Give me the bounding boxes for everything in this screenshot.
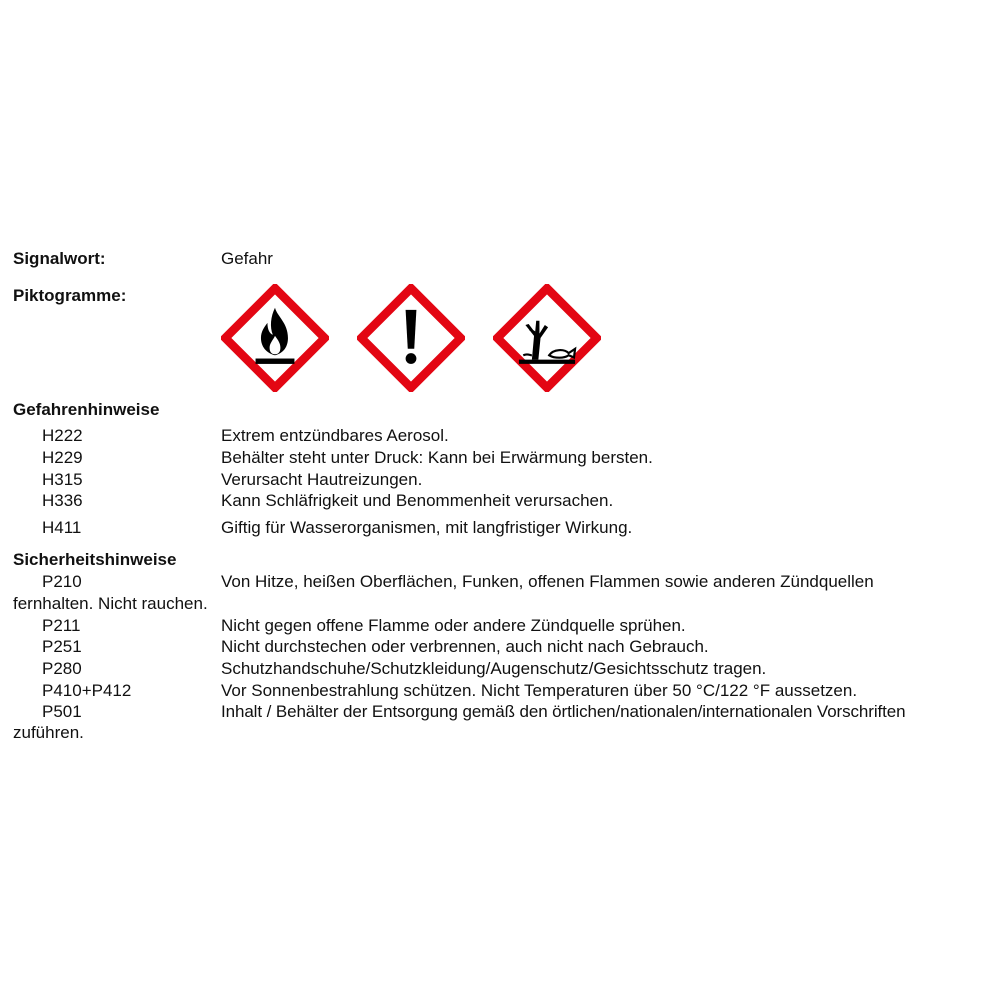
hazard-code: H315 (42, 470, 83, 489)
environment-icon (493, 284, 601, 392)
hazard-text: Extrem entzündbares Aerosol. (221, 426, 449, 445)
hazard-text: Verursacht Hautreizungen. (221, 470, 423, 489)
ghs07-pictogram (357, 284, 465, 392)
hazard-text: Behälter steht unter Druck: Kann bei Erwärmung bersten. (221, 448, 653, 467)
precaution-text: Vor Sonnenbestrahlung schützen. Nicht Temperaturen über 50 °C/122 °F aussetzen. (221, 681, 858, 700)
precaution-code: P251 (42, 637, 82, 656)
precautionary-statements-heading: Sicherheitshinweise (13, 550, 177, 569)
precaution-code: P280 (42, 659, 82, 678)
hazard-code: H411 (42, 518, 82, 537)
signal-word-value: Gefahr (221, 249, 273, 268)
precaution-code: P210 (42, 572, 82, 591)
precaution-code: P211 (42, 616, 81, 635)
precaution-code: P410+P412 (42, 681, 132, 700)
hazard-code: H336 (42, 491, 83, 510)
precaution-text: Von Hitze, heißen Oberflächen, Funken, offenen Flammen sowie anderen Zündquellen (221, 572, 874, 591)
precaution-text: Schutzhandschuhe/Schutzkleidung/Augenschutz/Gesichtsschutz tragen. (221, 659, 767, 678)
hazard-statements-heading: Gefahrenhinweise (13, 400, 160, 419)
hazard-code: H222 (42, 426, 83, 445)
signal-word-label: Signalwort: (13, 249, 106, 268)
exclamation-mark-icon (357, 284, 465, 392)
pictograms-label: Piktogramme: (13, 286, 127, 305)
precaution-text-continued: zuführen. (13, 723, 84, 742)
precaution-text: Inhalt / Behälter der Entsorgung gemäß den örtlichen/nationalen/internationalen Vorschriften (221, 702, 906, 721)
ghs02-pictogram (221, 284, 329, 392)
precaution-code: P501 (42, 702, 82, 721)
precaution-text: Nicht gegen offene Flamme oder andere Zündquelle sprühen. (221, 616, 686, 635)
hazard-code: H229 (42, 448, 83, 467)
precaution-text-continued: fernhalten. Nicht rauchen. (13, 594, 208, 613)
ghs09-pictogram (493, 284, 601, 392)
hazard-text: Kann Schläfrigkeit und Benommenheit verursachen. (221, 491, 614, 510)
flame-icon (221, 284, 329, 392)
precaution-text: Nicht durchstechen oder verbrennen, auch nicht nach Gebrauch. (221, 637, 709, 656)
hazard-text: Giftig für Wasserorganismen, mit langfristiger Wirkung. (221, 518, 633, 537)
